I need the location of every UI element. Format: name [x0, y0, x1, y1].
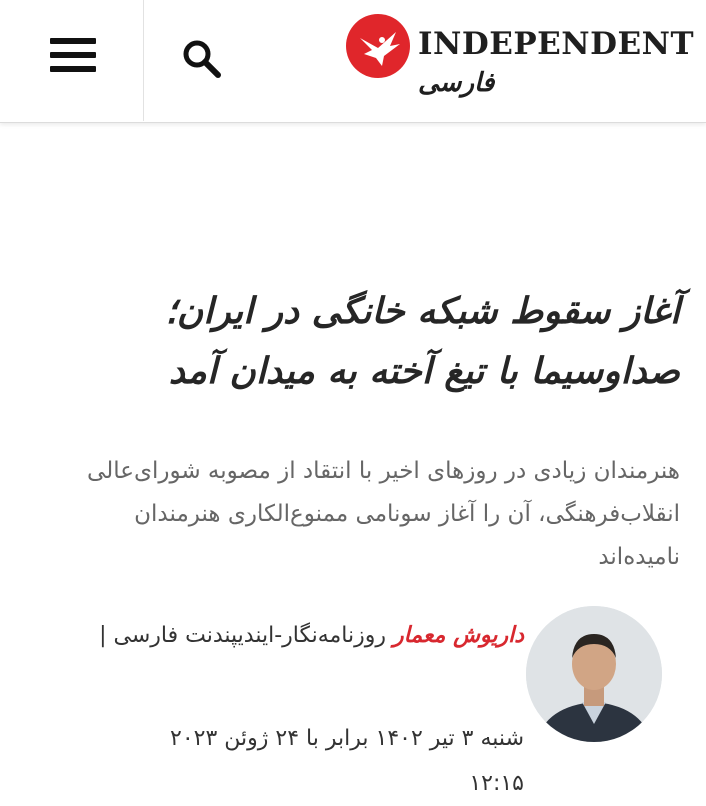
author-avatar[interactable]	[526, 606, 662, 742]
search-icon	[172, 30, 232, 90]
hamburger-bar	[50, 52, 96, 58]
byline-separator: |	[99, 623, 107, 648]
search-button[interactable]	[172, 30, 232, 90]
logo-wordmark: INDEPENDENT	[418, 26, 695, 62]
hamburger-bar	[50, 66, 96, 72]
headline-line-2: صداوسیما با تیغ آخته به میدان آمد	[168, 351, 680, 392]
eagle-logo-icon	[346, 14, 410, 78]
date-text: شنبه ۳ تیر ۱۴۰۲ برابر با ۲۴ ژوئن ۲۰۲۳	[170, 726, 524, 751]
author-role: روزنامه‌نگار-ایندیپندنت فارسی	[113, 623, 387, 648]
time-text: ۱۲:۱۵	[469, 771, 524, 796]
article-summary: هنرمندان زیادی در روزهای اخیر با انتقاد از مصوبه شورای‌عالی انقلاب‌فرهنگی، آن را آغاز سونامی ممنوع‌الکاری هنرمندان نامیده‌اند	[87, 458, 680, 570]
author-name[interactable]: داریوش معمار	[393, 623, 524, 648]
byline	[64, 613, 524, 658]
article-headline	[40, 282, 680, 402]
hamburger-menu-icon	[50, 38, 96, 44]
publish-date	[64, 716, 524, 806]
site-logo[interactable]	[346, 14, 695, 104]
menu-button[interactable]	[0, 0, 144, 121]
logo-subtitle: فارسی	[418, 68, 495, 98]
site-header	[0, 0, 706, 123]
headline-line-1: آغاز سقوط شبکه خانگی در ایران؛	[165, 291, 680, 332]
